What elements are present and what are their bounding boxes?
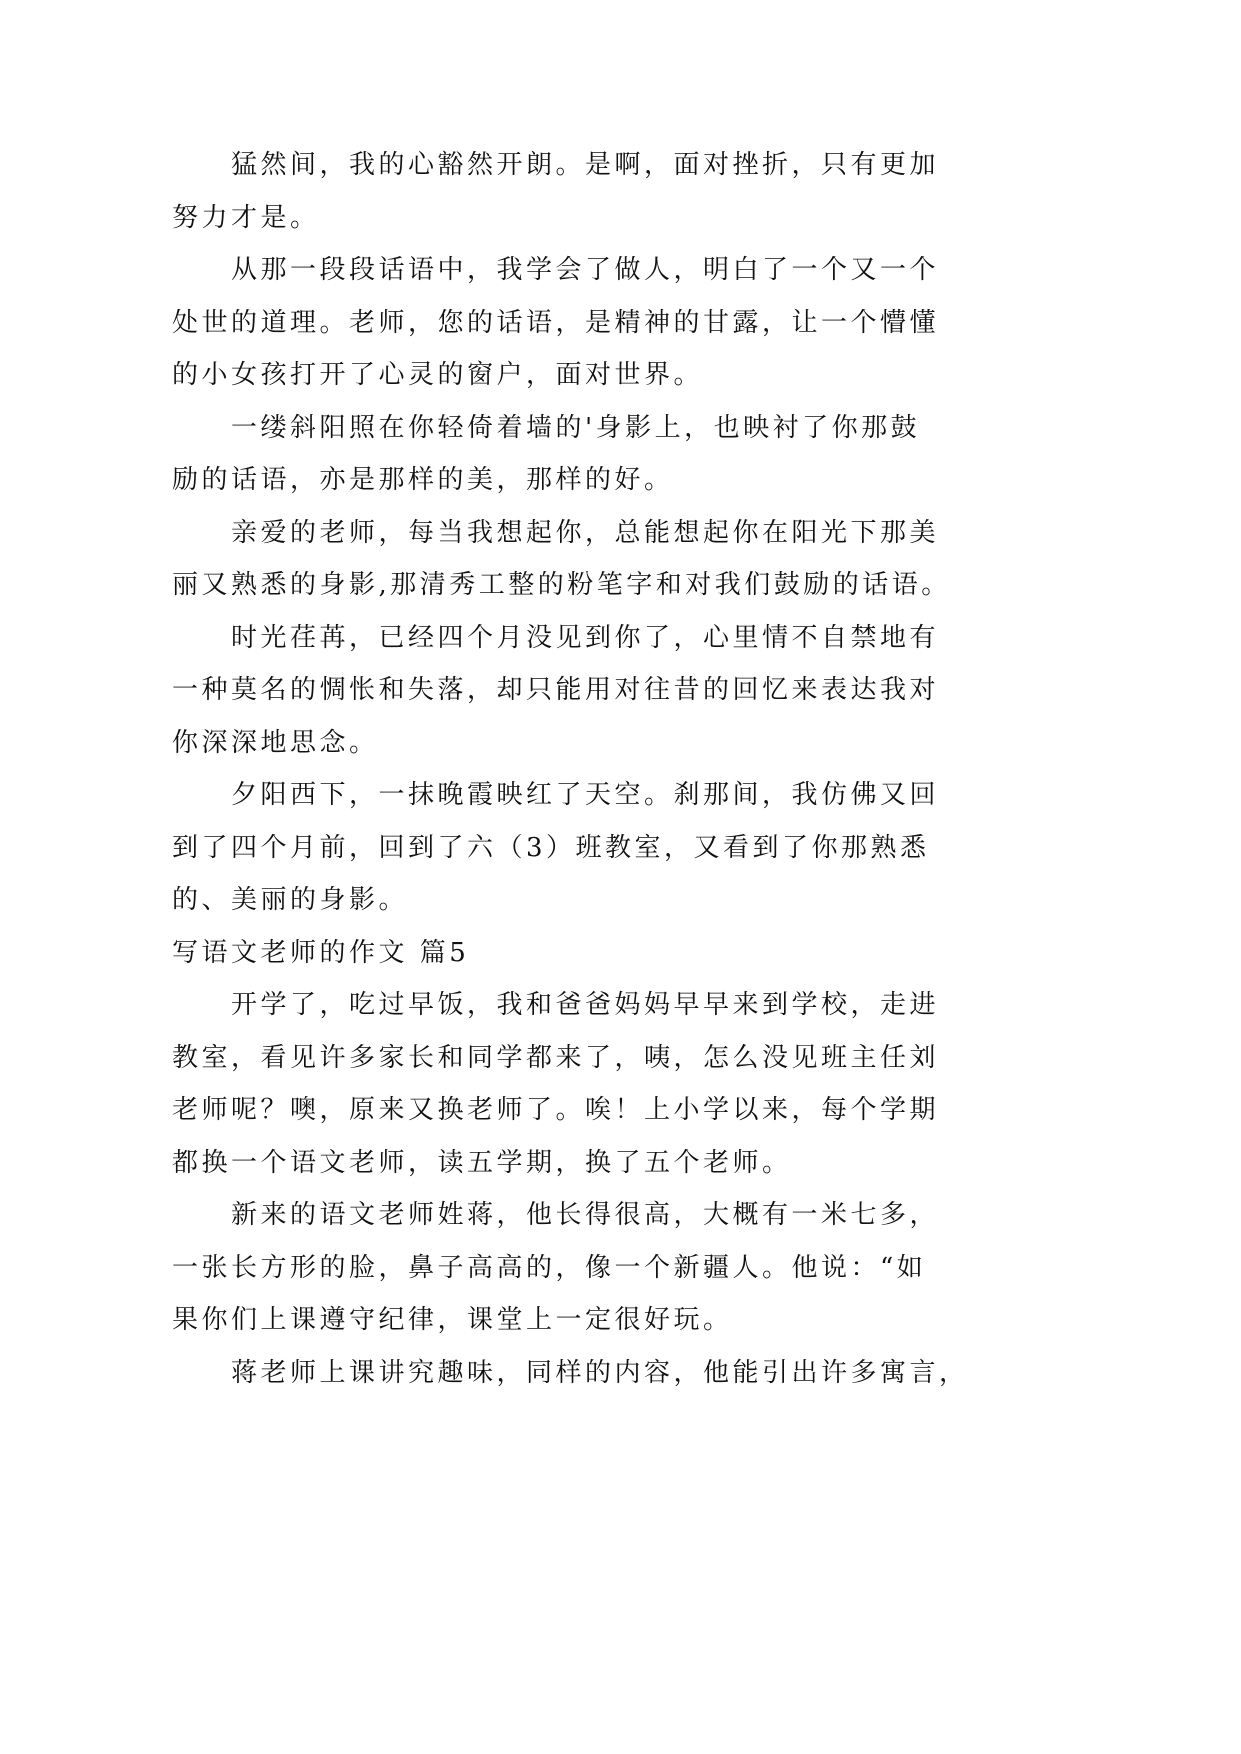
text-line: 教室，看见许多家长和同学都来了，咦，怎么没见班主任刘 [172, 1042, 940, 1073]
text-line: 励的话语，亦是那样的美，那样的好。 [172, 465, 674, 495]
text-line: 努力才是。 [172, 202, 320, 233]
text-line: 开学了，吃过早饭，我和爸爸妈妈早早来到学校，走进 [231, 990, 940, 1020]
paragraph [172, 402, 1072, 507]
text-line: 一种莫名的惆怅和失落，却只能用对往昔的回忆来表达我对 [172, 675, 940, 705]
text-line: 果你们上课遵守纪律，课堂上一定很好玩。 [172, 1305, 733, 1335]
text-line: 蒋老师上课讲究趣味，同样的内容，他能引出许多寓言， [231, 1357, 969, 1388]
paragraph [172, 244, 1072, 402]
text-line: 丽又熟悉的身影,那清秀工整的粉笔字和对我们鼓励的话语。 [172, 570, 951, 600]
text-line: 从那一段段话语中，我学会了做人，明白了一个又一个 [231, 255, 940, 285]
text-line: 时光荏苒，已经四个月没见到你了，心里情不自禁地有 [231, 622, 940, 653]
paragraph [172, 612, 1072, 770]
text-line: 夕阳西下，一抹晚霞映红了天空。刹那间，我仿佛又回 [231, 780, 940, 810]
paragraph [172, 507, 1072, 612]
text-line: 的小女孩打开了心灵的窗户，面对世界。 [172, 360, 704, 390]
text-line: 你深深地思念。 [172, 727, 379, 758]
text-line: 一缕斜阳照在你轻倚着墙的'身影上，也映衬了你那鼓 [231, 412, 921, 443]
paragraph [172, 769, 1072, 927]
text-line: 老师呢？噢，原来又换老师了。唉！上小学以来，每个学期 [172, 1095, 940, 1125]
text-line: 新来的语文老师姓蒋，他长得很高，大概有一米七多， [231, 1200, 940, 1230]
text-line: 亲爱的老师，每当我想起你，总能想起你在阳光下那美 [231, 517, 940, 548]
text-line: 到了四个月前，回到了六（3）班教室，又看到了你那熟悉 [172, 832, 930, 863]
document-body [172, 139, 1072, 1399]
section-heading: 写语文老师的作文 篇5 [172, 937, 470, 968]
text-line: 一张长方形的脸，鼻子高高的，像一个新疆人。他说：“如 [172, 1252, 927, 1283]
paragraph [172, 1347, 1072, 1400]
paragraph [172, 139, 1072, 244]
text-line: 猛然间，我的心豁然开朗。是啊，面对挫折，只有更加 [231, 150, 940, 180]
text-line: 的、美丽的身影。 [172, 885, 409, 915]
text-line: 处世的道理。老师，您的话语，是精神的甘露，让一个懵懂 [172, 307, 940, 338]
paragraph [172, 979, 1072, 1189]
text-line: 都换一个语文老师，读五学期，换了五个老师。 [172, 1147, 792, 1178]
paragraph [172, 1189, 1072, 1347]
